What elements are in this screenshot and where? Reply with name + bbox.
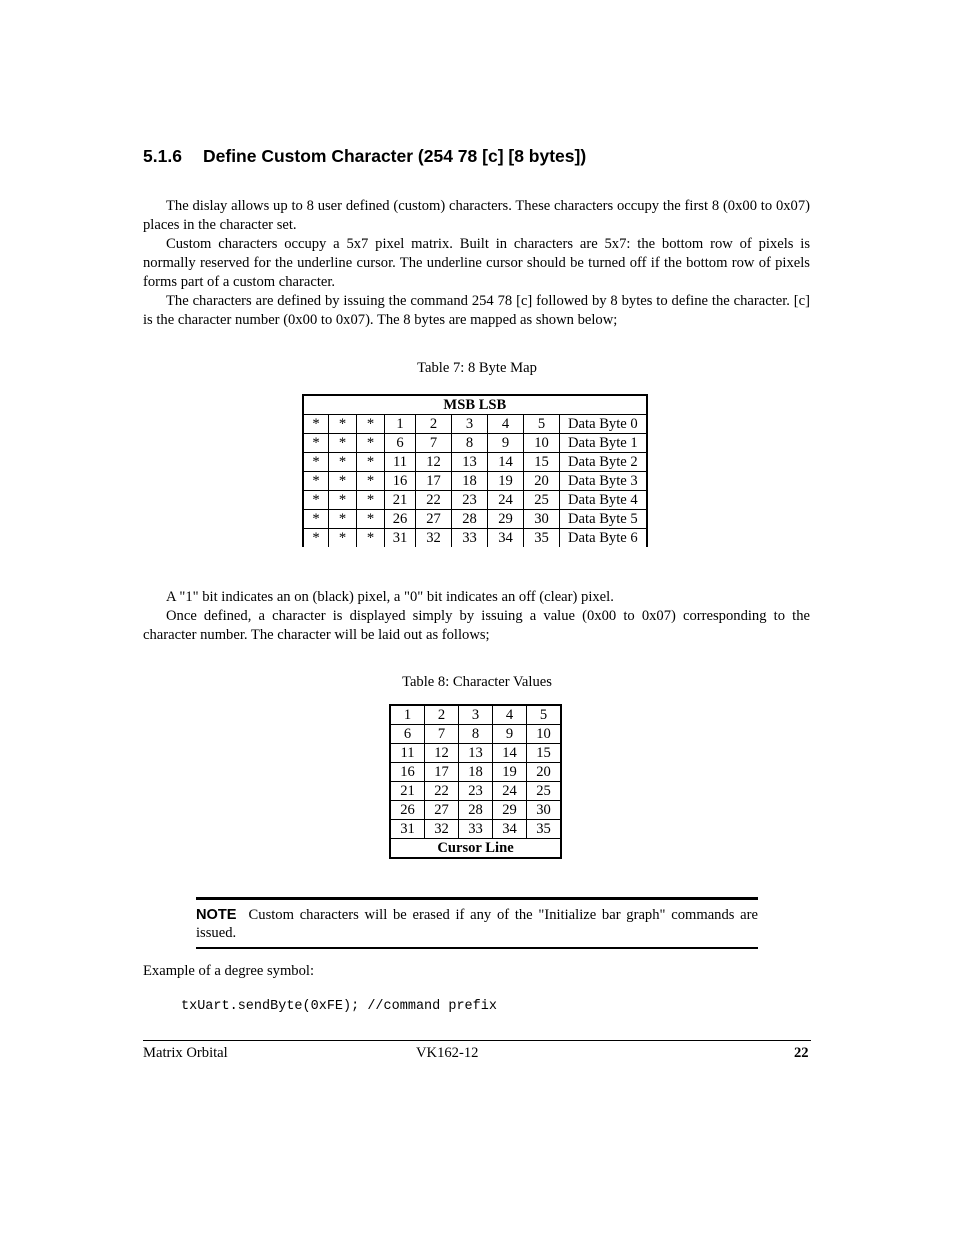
- pixel-cell: 14: [493, 744, 527, 763]
- pixel-cell: 2: [425, 705, 459, 725]
- bit-cell: 3: [452, 415, 488, 434]
- bit-cell: *: [329, 434, 357, 453]
- bit-cell: 17: [416, 472, 452, 491]
- pixel-cell: 28: [459, 801, 493, 820]
- pixel-cell: 35: [527, 820, 562, 839]
- byte-map-table: [302, 394, 648, 547]
- bit-cell: 35: [524, 529, 560, 548]
- pixel-cell: 22: [425, 782, 459, 801]
- bit-cell: 10: [524, 434, 560, 453]
- bit-cell: *: [303, 472, 329, 491]
- bit-cell: *: [303, 453, 329, 472]
- pixel-cell: 21: [390, 782, 425, 801]
- data-byte-label: Data Byte 1: [560, 434, 647, 453]
- bit-cell: *: [329, 491, 357, 510]
- bit-cell: 12: [416, 453, 452, 472]
- table-row: [303, 472, 647, 491]
- table-row: [390, 725, 561, 744]
- bit-cell: *: [329, 529, 357, 548]
- table7-caption: Table 7: 8 Byte Map: [417, 360, 537, 376]
- bit-cell: 14: [488, 453, 524, 472]
- table-row: [390, 820, 561, 839]
- bit-cell: 1: [385, 415, 416, 434]
- bit-cell: *: [303, 415, 329, 434]
- pixel-cell: 25: [527, 782, 562, 801]
- bit-cell: *: [329, 453, 357, 472]
- pixel-cell: 32: [425, 820, 459, 839]
- bit-cell: *: [357, 472, 385, 491]
- bit-cell: 28: [452, 510, 488, 529]
- bit-cell: 15: [524, 453, 560, 472]
- table-row: [303, 434, 647, 453]
- bit-cell: 13: [452, 453, 488, 472]
- pixel-cell: 33: [459, 820, 493, 839]
- data-byte-label: Data Byte 4: [560, 491, 647, 510]
- pixel-cell: 26: [390, 801, 425, 820]
- pixel-cell: 6: [390, 725, 425, 744]
- bit-cell: *: [357, 510, 385, 529]
- example-label: Example of a degree symbol:: [143, 963, 315, 979]
- bit-cell: 25: [524, 491, 560, 510]
- bit-cell: *: [303, 529, 329, 548]
- bit-cell: *: [357, 491, 385, 510]
- footer-left: Matrix Orbital: [143, 1045, 228, 1061]
- intro-paragraph-3: The characters are defined by issuing the command 254 78 [c] followed by 8 bytes to define the character. [c] is the character number (0x00 to 0x07). The 8 bytes are mapped as shown below;: [143, 293, 810, 328]
- data-byte-label: Data Byte 6: [560, 529, 647, 548]
- section-number: 5.1.6: [143, 146, 182, 166]
- pixel-cell: 9: [493, 725, 527, 744]
- intro-paragraph-1: The dislay allows up to 8 user defined (custom) characters. These characters occupy the first 8 (0x00 to 0x07) places in the character set.: [143, 198, 810, 233]
- bit-cell: *: [329, 415, 357, 434]
- code-line: txUart.sendByte(0xFE); //command prefix: [181, 999, 497, 1014]
- pixel-cell: 19: [493, 763, 527, 782]
- middle-paragraph-1: A "1" bit indicates an on (black) pixel, a "0" bit indicates an off (clear) pixel.: [166, 589, 614, 605]
- pixel-cell: 5: [527, 705, 562, 725]
- bit-cell: *: [303, 434, 329, 453]
- character-values-table: [389, 704, 562, 859]
- pixel-cell: 29: [493, 801, 527, 820]
- pixel-cell: 7: [425, 725, 459, 744]
- table-row: [390, 744, 561, 763]
- bit-cell: 18: [452, 472, 488, 491]
- pixel-cell: 4: [493, 705, 527, 725]
- bit-cell: 27: [416, 510, 452, 529]
- note-box: [196, 897, 758, 949]
- bit-cell: *: [357, 415, 385, 434]
- table-row: [303, 529, 647, 548]
- bit-cell: 2: [416, 415, 452, 434]
- intro-text: [143, 197, 810, 330]
- bit-cell: *: [357, 434, 385, 453]
- data-byte-label: Data Byte 5: [560, 510, 647, 529]
- pixel-cell: 24: [493, 782, 527, 801]
- bit-cell: *: [357, 453, 385, 472]
- pixel-cell: 12: [425, 744, 459, 763]
- pixel-cell: 31: [390, 820, 425, 839]
- pixel-cell: 10: [527, 725, 562, 744]
- pixel-cell: 17: [425, 763, 459, 782]
- table-row: [303, 510, 647, 529]
- bit-cell: 22: [416, 491, 452, 510]
- middle-text: [143, 588, 810, 645]
- pixel-cell: 23: [459, 782, 493, 801]
- bit-cell: 32: [416, 529, 452, 548]
- footer-center: VK162-12: [416, 1045, 479, 1061]
- pixel-cell: 11: [390, 744, 425, 763]
- bit-cell: 8: [452, 434, 488, 453]
- pixel-cell: 1: [390, 705, 425, 725]
- table-row: [303, 453, 647, 472]
- data-byte-label: Data Byte 3: [560, 472, 647, 491]
- pixel-cell: 30: [527, 801, 562, 820]
- bit-cell: 9: [488, 434, 524, 453]
- bit-cell: 33: [452, 529, 488, 548]
- data-byte-label: Data Byte 0: [560, 415, 647, 434]
- table-row: [390, 782, 561, 801]
- bit-cell: 30: [524, 510, 560, 529]
- table-row: [303, 415, 647, 434]
- bit-cell: 21: [385, 491, 416, 510]
- bit-cell: 31: [385, 529, 416, 548]
- bit-cell: *: [303, 491, 329, 510]
- pixel-cell: 15: [527, 744, 562, 763]
- bit-cell: 29: [488, 510, 524, 529]
- bit-cell: 16: [385, 472, 416, 491]
- bit-cell: *: [329, 472, 357, 491]
- bit-cell: 19: [488, 472, 524, 491]
- middle-paragraph-2: Once defined, a character is displayed simply by issuing a value (0x00 to 0x07) corresponding to the character number. The character will be laid out as follows;: [143, 608, 810, 643]
- cursor-line-row: Cursor Line: [390, 839, 561, 859]
- intro-paragraph-2: Custom characters occupy a 5x7 pixel matrix. Built in characters are 5x7: the bottom row of pixels is normally reserved for the underline cursor. The underline cursor should be turned off if the bottom row of pixels forms part of a custom character.: [143, 236, 810, 290]
- bit-cell: *: [303, 510, 329, 529]
- pixel-cell: 34: [493, 820, 527, 839]
- pixel-cell: 20: [527, 763, 562, 782]
- pixel-cell: 27: [425, 801, 459, 820]
- table-row: [390, 763, 561, 782]
- table7-header: MSB LSB: [303, 395, 647, 415]
- bit-cell: 20: [524, 472, 560, 491]
- section-heading: [143, 146, 586, 167]
- note-text: Custom characters will be erased if any of the "Initialize bar graph" commands are issued.: [196, 907, 758, 941]
- pixel-cell: 16: [390, 763, 425, 782]
- footer-divider: [143, 1040, 811, 1041]
- bit-cell: 24: [488, 491, 524, 510]
- data-byte-label: Data Byte 2: [560, 453, 647, 472]
- section-title: Define Custom Character (254 78 [c] [8 bytes]): [203, 146, 587, 166]
- pixel-cell: 3: [459, 705, 493, 725]
- bit-cell: 11: [385, 453, 416, 472]
- page-number: 22: [794, 1045, 809, 1061]
- bit-cell: 26: [385, 510, 416, 529]
- bit-cell: 7: [416, 434, 452, 453]
- note-label: NOTE: [196, 907, 237, 923]
- table-row: [390, 801, 561, 820]
- pixel-cell: 8: [459, 725, 493, 744]
- table-row: [303, 491, 647, 510]
- table8-caption: Table 8: Character Values: [402, 674, 552, 690]
- bit-cell: *: [329, 510, 357, 529]
- bit-cell: 23: [452, 491, 488, 510]
- bit-cell: 34: [488, 529, 524, 548]
- table-row: [390, 705, 561, 725]
- pixel-cell: 13: [459, 744, 493, 763]
- bit-cell: 6: [385, 434, 416, 453]
- pixel-cell: 18: [459, 763, 493, 782]
- bit-cell: 5: [524, 415, 560, 434]
- bit-cell: *: [357, 529, 385, 548]
- bit-cell: 4: [488, 415, 524, 434]
